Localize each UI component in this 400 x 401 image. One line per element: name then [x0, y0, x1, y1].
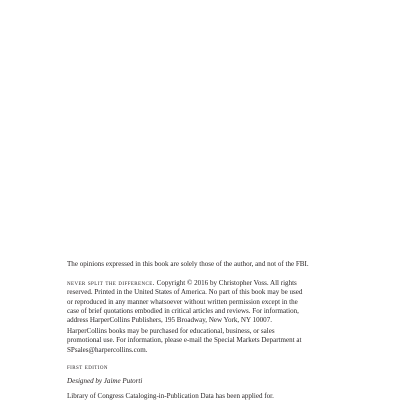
designer-text: Designed by Jaime Putorti	[67, 377, 143, 385]
copyright-notice	[67, 279, 342, 325]
author-disclaimer	[67, 260, 342, 269]
cip-text: Library of Congress Cataloging-in-Publication Data has been applied for.	[67, 392, 274, 400]
designer-credit	[67, 377, 342, 386]
copyright-line-2: reserved. Printed in the United States of America. No part of this book may be used	[67, 288, 303, 297]
copyright-line-4: case of brief quotations embodied in critical articles and reviews. For information,	[67, 306, 299, 315]
book-title: never split the difference.	[67, 279, 155, 287]
sales-line-3: SPsales@harpercollins.com.	[67, 345, 148, 354]
copyright-line-3: or reproduced in any manner whatsoever without written permission except in the	[67, 297, 298, 306]
disclaimer-text: The opinions expressed in this book are solely those of the author, and not of the FBI.	[67, 260, 309, 268]
copyright-line-5: address HarperCollins Publishers, 195 Broadway, New York, NY 10007.	[67, 316, 272, 325]
edition-text: first edition	[67, 363, 108, 371]
copyright-line-1-text: Copyright © 2016 by Christopher Voss. All rights	[156, 279, 297, 287]
edition-notice	[67, 363, 342, 372]
sales-line-2: promotional use. For information, please e-mail the Special Markets Department at	[67, 336, 302, 345]
copyright-line-1	[67, 279, 342, 288]
sales-line-1: HarperCollins books may be purchased for educational, business, or sales	[67, 327, 275, 335]
special-sales-notice	[67, 327, 342, 355]
